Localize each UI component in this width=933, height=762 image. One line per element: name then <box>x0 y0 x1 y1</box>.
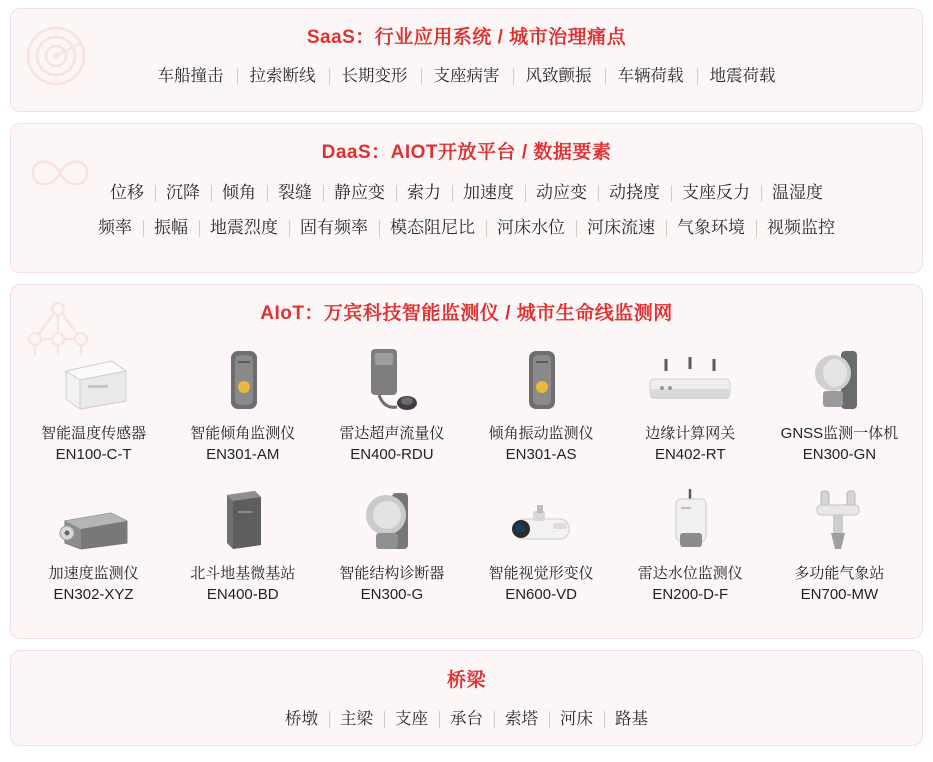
device-name: 智能温度传感器 <box>41 425 147 442</box>
radar-flowmeter-icon <box>349 341 435 413</box>
vibration-monitor-icon <box>503 341 579 413</box>
daas-item-list-row2 <box>11 217 922 239</box>
infinity-watermark-icon <box>25 150 95 201</box>
device-card[interactable] <box>765 475 914 615</box>
device-name: 加速度监测仪 <box>48 565 139 582</box>
daas-item[interactable]: 气象环境 <box>666 217 756 239</box>
radar-water-level-icon <box>652 481 728 553</box>
daas-item[interactable]: 加速度 <box>452 182 525 204</box>
saas-item[interactable]: 地震荷载 <box>697 65 789 87</box>
target-watermark-icon <box>25 25 87 92</box>
device-card[interactable] <box>19 475 168 615</box>
gnss-monitor-icon <box>801 341 877 413</box>
aiot-title: AIoT：万宾科技智能监测仪 / 城市生命线监测网 <box>260 303 673 324</box>
bridge-item[interactable]: 主梁 <box>329 708 384 730</box>
saas-item-list <box>11 65 922 87</box>
device-model: EN700-MW <box>800 586 879 603</box>
device-name: 智能视觉形变仪 <box>488 565 594 582</box>
device-name: 北斗地基微基站 <box>190 565 296 582</box>
daas-item[interactable]: 频率 <box>98 218 132 237</box>
device-card[interactable] <box>317 335 466 475</box>
device-model: EN200-D-F <box>652 586 729 603</box>
bridge-item[interactable]: 支座 <box>384 708 439 730</box>
daas-title: DaaS：AIOT开放平台 / 数据要素 <box>321 142 612 163</box>
bridge-item-list <box>11 708 922 730</box>
daas-item[interactable]: 索力 <box>396 182 452 204</box>
device-model: EN600-VD <box>505 586 577 603</box>
daas-item[interactable]: 模态阻尼比 <box>379 217 486 239</box>
bridge-title: 桥梁 <box>446 670 486 691</box>
device-model: EN300-G <box>360 586 424 603</box>
daas-item[interactable]: 河床流速 <box>576 217 666 239</box>
device-name: 倾角振动监测仪 <box>488 425 594 442</box>
saas-item[interactable]: 拉索断线 <box>237 65 329 87</box>
edge-gateway-icon <box>642 341 738 413</box>
daas-item[interactable]: 河床水位 <box>486 217 576 239</box>
saas-item[interactable]: 风致颤振 <box>513 65 605 87</box>
device-name: GNSS监测一体机 <box>780 425 899 442</box>
device-model: EN301-AM <box>206 446 280 463</box>
device-name: 边缘计算网关 <box>645 425 736 442</box>
device-model: EN301-AS <box>505 446 577 463</box>
network-node-watermark-icon <box>25 299 91 366</box>
device-model: EN100-C-T <box>55 446 132 463</box>
daas-card <box>10 123 923 273</box>
device-card[interactable] <box>317 475 466 615</box>
bridge-card <box>10 650 923 746</box>
device-name: 雷达超声流量仪 <box>339 425 445 442</box>
daas-item[interactable]: 倾角 <box>211 182 267 204</box>
saas-item[interactable]: 车辆荷载 <box>605 65 697 87</box>
bridge-item[interactable]: 索塔 <box>494 708 549 730</box>
beidou-station-icon <box>205 481 281 553</box>
accelerometer-icon <box>51 481 137 553</box>
vision-camera-icon <box>493 481 589 553</box>
device-grid <box>11 335 922 615</box>
daas-item[interactable]: 地震烈度 <box>199 217 289 239</box>
daas-item[interactable]: 静应变 <box>323 182 396 204</box>
device-name: 智能结构诊断器 <box>339 565 445 582</box>
device-model: EN400-BD <box>206 586 279 603</box>
device-card[interactable] <box>616 475 765 615</box>
device-card[interactable] <box>616 335 765 475</box>
saas-item[interactable]: 车船撞击 <box>157 67 224 85</box>
device-card[interactable] <box>765 335 914 475</box>
device-card[interactable] <box>467 335 616 475</box>
daas-item[interactable]: 动应变 <box>525 182 598 204</box>
daas-item[interactable]: 固有频率 <box>289 217 379 239</box>
saas-item[interactable]: 长期变形 <box>329 65 421 87</box>
device-model: EN300-GN <box>802 446 877 463</box>
daas-item[interactable]: 视频监控 <box>756 217 846 239</box>
structure-diagnoser-icon <box>354 481 430 553</box>
device-name: 智能倾角监测仪 <box>190 425 296 442</box>
device-name: 雷达水位监测仪 <box>637 565 743 582</box>
device-card[interactable] <box>467 475 616 615</box>
saas-title: SaaS：行业应用系统 / 城市治理痛点 <box>306 27 627 48</box>
daas-item[interactable]: 沉降 <box>155 182 211 204</box>
saas-item[interactable]: 支座病害 <box>421 65 513 87</box>
bridge-item[interactable]: 河床 <box>549 708 604 730</box>
device-model: EN400-RDU <box>350 446 434 463</box>
device-model: EN402-RT <box>654 446 726 463</box>
device-card[interactable] <box>168 475 317 615</box>
device-card[interactable] <box>168 335 317 475</box>
saas-card <box>10 8 923 112</box>
daas-item[interactable]: 支座反力 <box>671 182 761 204</box>
bridge-item[interactable]: 桥墩 <box>285 710 318 728</box>
device-name: 多功能气象站 <box>794 565 885 582</box>
inclination-monitor-icon <box>205 341 281 413</box>
weather-station-icon <box>801 481 877 553</box>
device-model: EN302-XYZ <box>53 586 134 603</box>
daas-item[interactable]: 振幅 <box>143 217 199 239</box>
daas-item[interactable]: 动挠度 <box>598 182 671 204</box>
daas-item-list-row1 <box>11 182 922 204</box>
aiot-card <box>10 284 923 639</box>
bridge-item[interactable]: 路基 <box>604 708 659 730</box>
daas-item[interactable]: 裂缝 <box>267 182 323 204</box>
daas-item[interactable]: 温湿度 <box>761 182 834 204</box>
daas-item[interactable]: 位移 <box>110 183 144 202</box>
bridge-item[interactable]: 承台 <box>439 708 494 730</box>
